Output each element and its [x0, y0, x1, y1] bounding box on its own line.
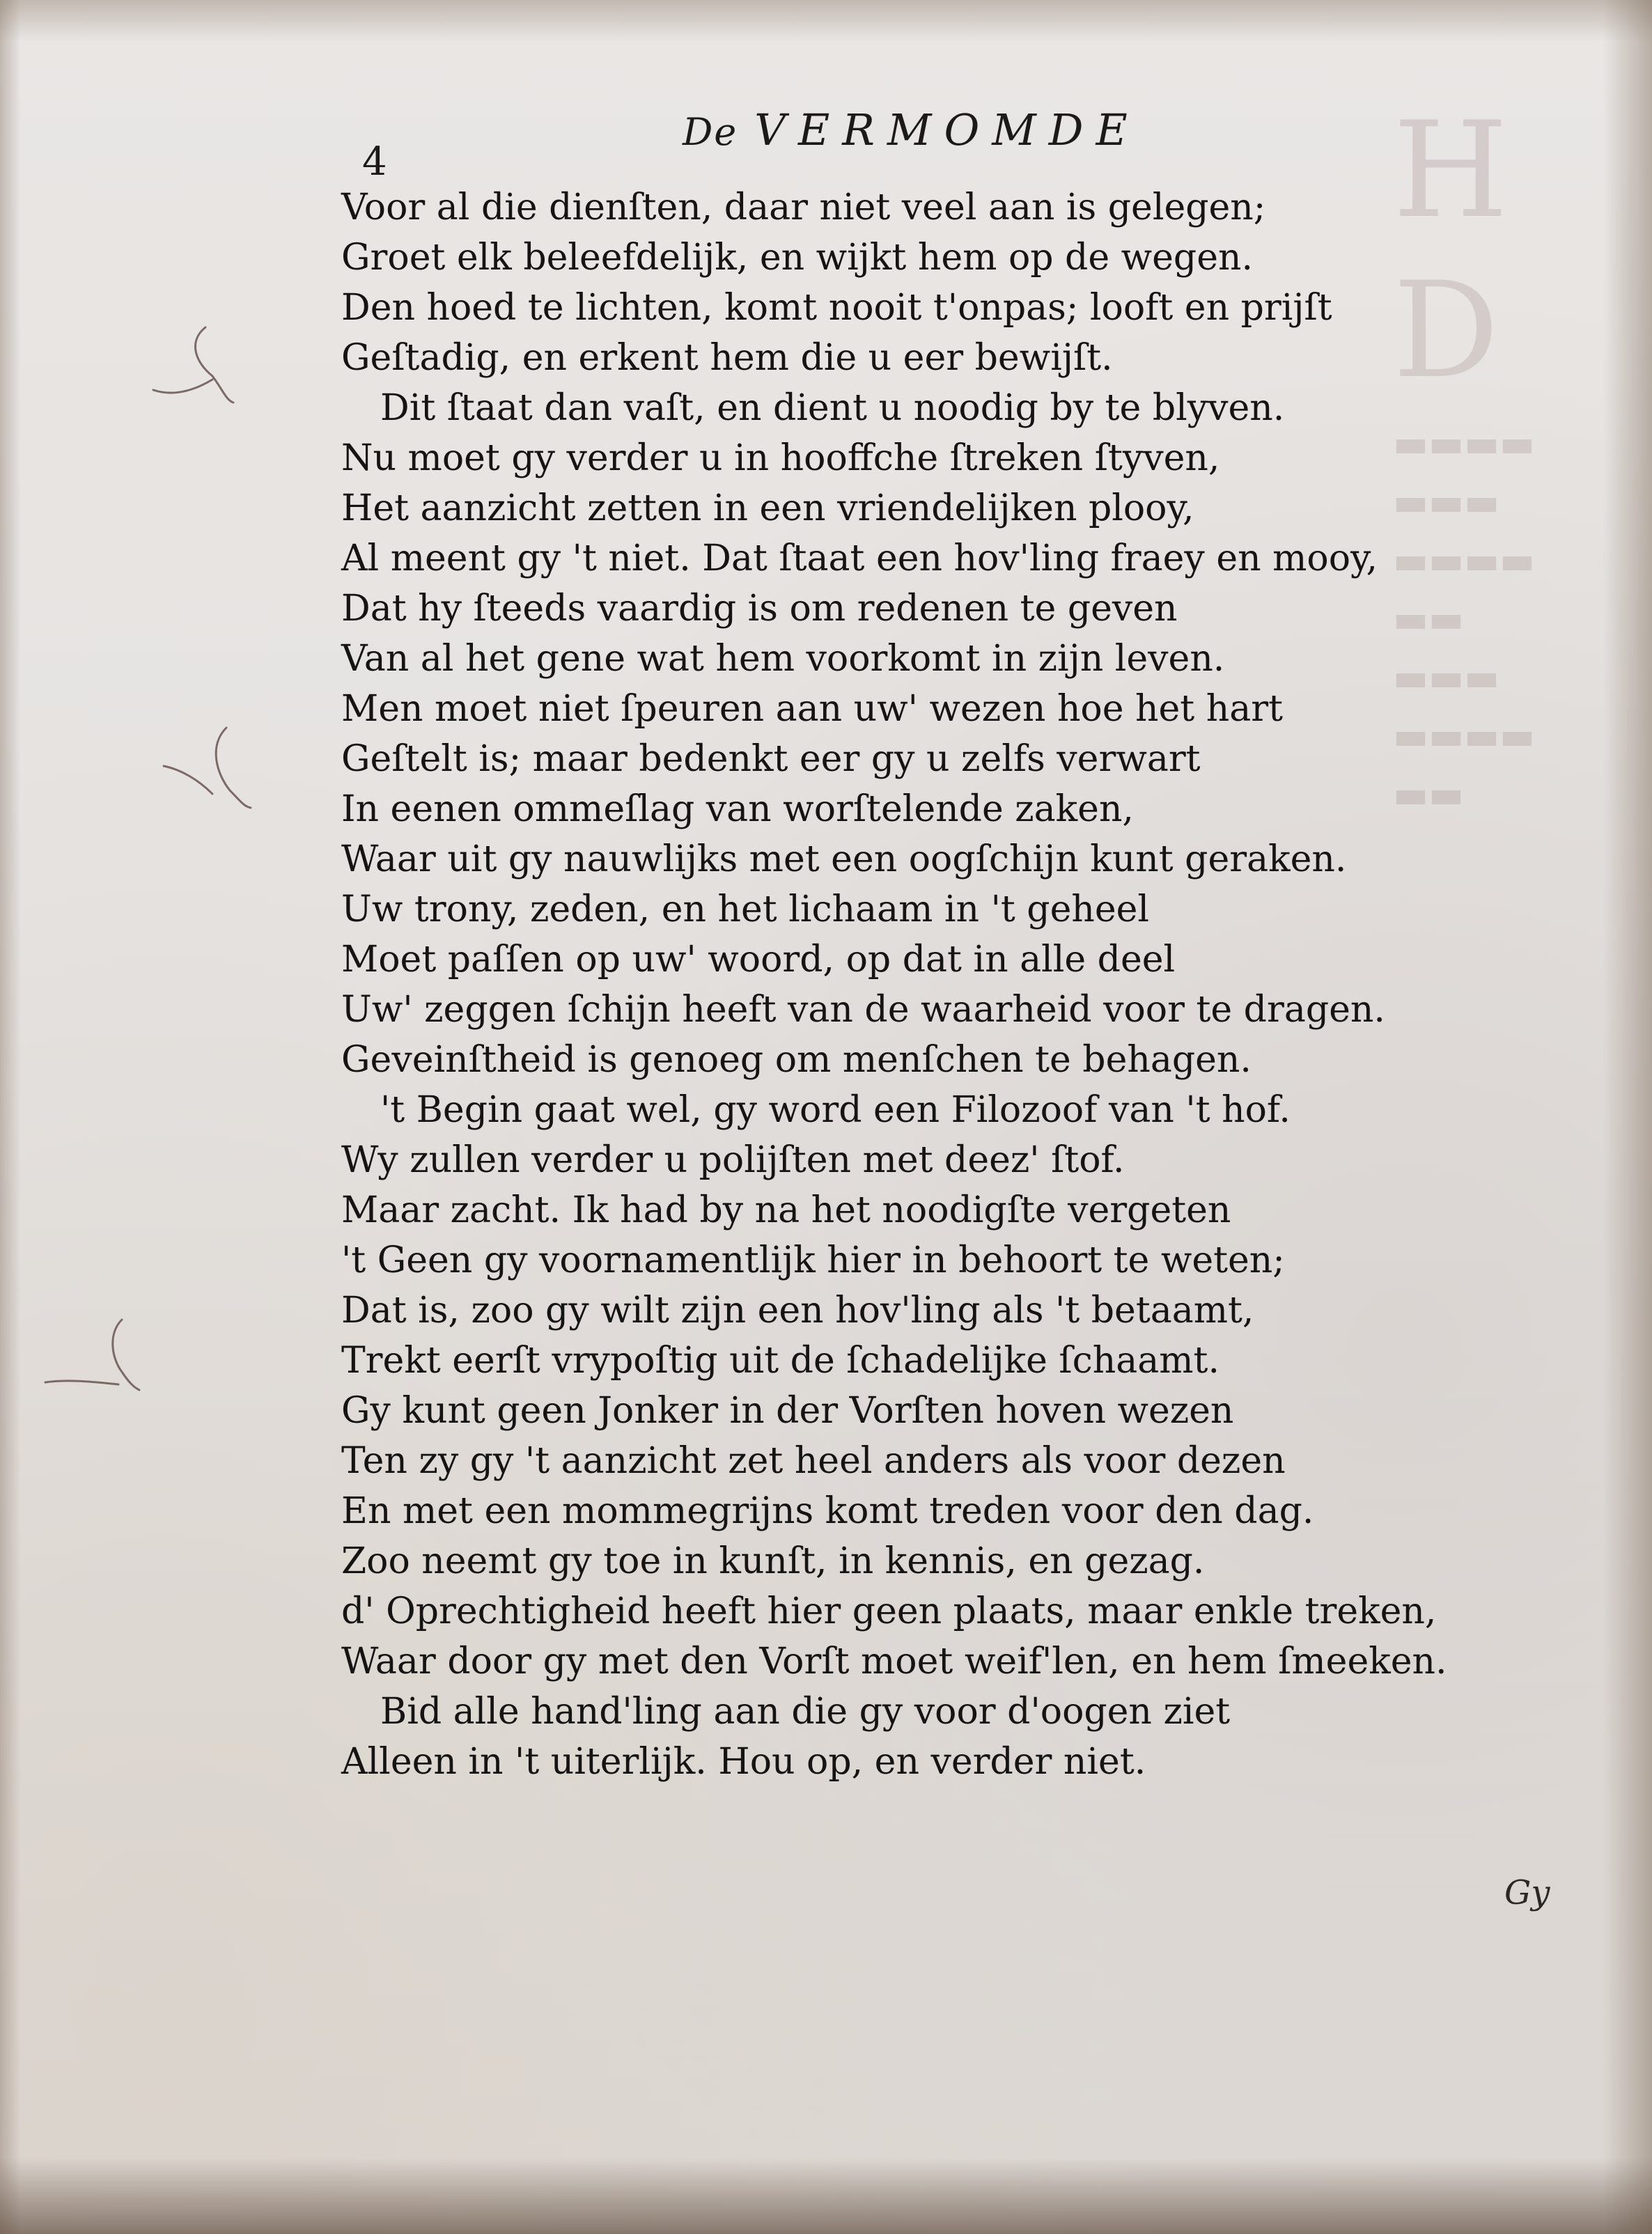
verse-line: En met een mommegrijns komt treden voor den dag.	[341, 1490, 1314, 1532]
verse-line: Trekt eerſt vrypoſtig uit de ſchadelijke ſchaamt.	[341, 1340, 1219, 1382]
verse-line: Waar uit gy nauwlijks met een oogſchijn kunt geraken.	[341, 838, 1347, 880]
page-edge-left	[0, 0, 21, 2234]
margin-pencil-mark-3	[42, 1309, 146, 1400]
page-number: 4	[362, 139, 387, 185]
running-title-name: VERMOMDE	[754, 104, 1140, 155]
verse-line: Moet paſſen op uw' woord, op dat in alle deel	[341, 939, 1176, 981]
page-edge-top	[0, 0, 1652, 42]
verse-line: Uw trony, zeden, en het lichaam in 't geheel	[341, 889, 1150, 930]
verse-line: Uw' zeggen ſchijn heeft van de waarheid voor te dragen.	[341, 989, 1385, 1031]
verse-line: 't Geen gy voornamentlijk hier in behoort te weten;	[341, 1240, 1285, 1281]
verse-line: Maar zacht. Ik had by na het noodigſte vergeten	[341, 1189, 1231, 1231]
verse-line: Dat is, zoo gy wilt zijn een hov'ling als 't betaamt,	[341, 1290, 1254, 1331]
verse-line: Nu moet gy verder u in hooffche ſtreken ſtyven,	[341, 437, 1220, 479]
verse-line: In eenen ommeſlag van worſtelende zaken,	[341, 788, 1134, 830]
verse-line: 't Begin gaat wel, gy word een Filozoof van 't hof.	[380, 1089, 1291, 1131]
show-through-texture: H D ▬▬▬▬ ▬▬▬ ▬▬▬▬ ▬▬ ▬▬▬ ▬▬▬▬ ▬▬	[1393, 93, 1536, 816]
verse-line: Zoo neemt gy toe in kunſt, in kennis, en gezag.	[341, 1540, 1205, 1582]
catchword: Gy	[1504, 1873, 1550, 1912]
verse-line: Men moet niet ſpeuren aan uw' wezen hoe het hart	[341, 688, 1283, 730]
verse-list	[341, 182, 1567, 1787]
verse-line: Voor al die dienſten, daar niet veel aan is gelegen;	[341, 187, 1266, 228]
verse-line: Al meent gy 't niet. Dat ſtaat een hov'ling fraey en mooy,	[341, 538, 1378, 579]
verse-line: Geſtelt is; maar bedenkt eer gy u zelfs verwart	[341, 738, 1201, 780]
verse-line: Wy zullen verder u polijſten met deez' ſtof.	[341, 1139, 1125, 1181]
verse-line: Den hoed te lichten, komt nooit t'onpas; looft en prijſt	[341, 287, 1332, 329]
running-title-prefix: De	[683, 110, 738, 154]
verse-line: Ten zy gy 't aanzicht zet heel anders als voor dezen	[341, 1440, 1286, 1482]
verse-line: Geveinſtheid is genoeg om menſchen te behagen.	[341, 1039, 1252, 1081]
running-title	[683, 104, 1140, 155]
verse-line: Alleen in 't uiterlijk. Hou op, en verder niet.	[341, 1741, 1146, 1783]
verse-line: Het aanzicht zetten in een vriendelijken plooy,	[341, 487, 1194, 529]
margin-pencil-mark-1	[146, 320, 251, 411]
verse-line: d' Oprechtigheid heeft hier geen plaats, maar enkle treken,	[341, 1591, 1437, 1632]
verse-line: Van al het gene wat hem voorkomt in zijn leven.	[341, 638, 1225, 680]
verse-line: Dit ſtaat dan vaſt, en dient u noodig by te blyven.	[380, 387, 1285, 429]
verse-line: Geſtadig, en erkent hem die u eer bewijſt.	[341, 337, 1113, 379]
margin-pencil-mark-2	[160, 724, 265, 815]
verse-line: Waar door gy met den Vorſt moet weif'len, en hem ſmeeken.	[341, 1641, 1447, 1682]
page-edge-bottom	[0, 2157, 1652, 2234]
verse-line: Gy kunt geen Jonker in der Vorſten hoven wezen	[341, 1390, 1234, 1432]
verse-line: Dat hy ſteeds vaardig is om redenen te geven	[341, 588, 1178, 630]
verse-line: Bid alle hand'ling aan die gy voor d'oogen ziet	[380, 1691, 1231, 1733]
verse-line: Groet elk beleefdelijk, en wijkt hem op de wegen.	[341, 237, 1254, 279]
